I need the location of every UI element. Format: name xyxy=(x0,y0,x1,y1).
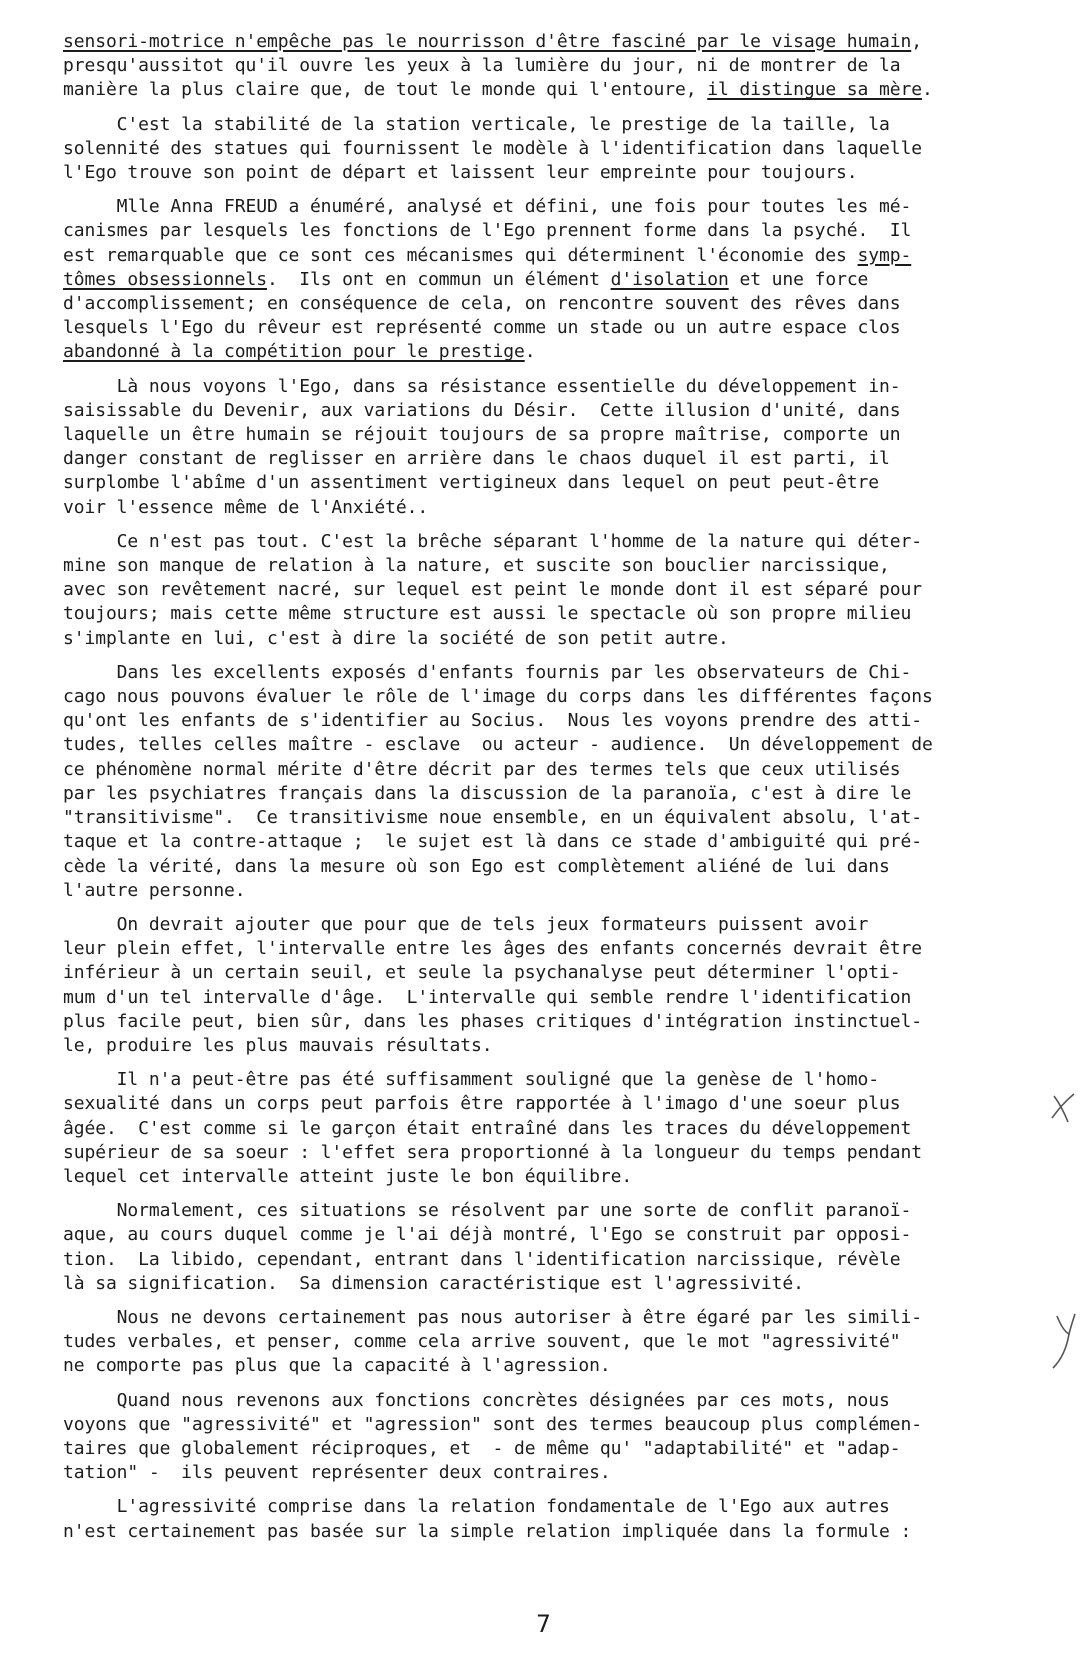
text-segment: n'est certainement pas basée sur la simple relation impliquée dans la formule : xyxy=(63,1520,912,1542)
text-line xyxy=(63,913,1053,937)
text-line xyxy=(63,602,1053,626)
text-segment: voyons que "agressivité" et "agression" sont des termes beaucoup plus complémen- xyxy=(63,1413,922,1435)
underlined-text: il distingue sa mère xyxy=(707,79,922,101)
text-line xyxy=(63,530,1053,554)
text-segment: Il n'a peut-être pas été suffisamment souligné que la genèse de l'homo- xyxy=(63,1069,880,1091)
text-segment: , xyxy=(911,31,922,52)
text-line xyxy=(63,758,1053,782)
paragraph xyxy=(63,375,1053,520)
text-segment: C'est la stabilité de la station verticale, le prestige de la taille, la xyxy=(63,113,890,135)
text-segment: Mlle Anna FREUD a énuméré, analysé et défini, une fois pour toutes les mé- xyxy=(63,196,912,218)
text-segment: toujours; mais cette même structure est aussi le spectacle où son propre milieu xyxy=(63,603,912,625)
text-line xyxy=(63,986,1053,1010)
text-segment: mum d'un tel intervalle d'âge. L'intervalle qui semble rendre l'identification xyxy=(63,986,912,1008)
paragraph xyxy=(63,1495,1053,1543)
text-line xyxy=(63,709,1053,733)
text-segment: l'Ego trouve son point de départ et laissent leur empreinte pour toujours. xyxy=(63,162,858,184)
text-line xyxy=(63,292,1053,316)
text-line xyxy=(63,54,1053,78)
text-segment: Normalement, ces situations se résolvent par une sorte de conflit paranoï- xyxy=(63,1200,912,1222)
text-segment: ce phénomène normal mérite d'être décrit par des termes tels que ceux utilisés xyxy=(63,758,901,780)
text-line xyxy=(63,685,1053,709)
text-line xyxy=(63,1330,1053,1354)
paragraph xyxy=(63,530,1053,651)
text-segment: lesquels l'Ego du rêveur est représenté comme un stade ou un autre espace clos xyxy=(63,317,901,339)
text-segment: mine son manque de relation à la nature, et suscite son bouclier narcissique, xyxy=(63,555,890,577)
text-segment: Là nous voyons l'Ego, dans sa résistance essentielle du développement in- xyxy=(63,375,901,397)
text-line xyxy=(63,1117,1053,1141)
text-segment: plus facile peut, bien sûr, dans les phases critiques d'intégration instinctuel- xyxy=(63,1010,922,1032)
text-line xyxy=(63,1068,1053,1092)
text-line xyxy=(63,806,1053,830)
text-segment: âgée. C'est comme si le garçon était entraîné dans les traces du développement xyxy=(63,1117,912,1139)
text-line xyxy=(63,447,1053,471)
paragraph xyxy=(63,195,1053,364)
text-segment: tion. La libido, cependant, entrant dans l'identification narcissique, révèle xyxy=(63,1248,901,1270)
text-line xyxy=(63,1141,1053,1165)
text-line xyxy=(63,1248,1053,1272)
text-segment: cède la vérité, dans la mesure où son Ego est complètement aliéné de lui dans xyxy=(63,855,890,877)
text-segment: danger constant de reglisser en arrière dans le chaos duquel il est parti, il xyxy=(63,448,890,470)
text-segment: s'implante en lui, c'est à dire la société de son petit autre. xyxy=(63,627,729,649)
text-line xyxy=(63,1389,1053,1413)
text-line xyxy=(63,340,1053,364)
text-line xyxy=(63,244,1053,268)
text-segment: solennité des statues qui fournissent le modèle à l'identification dans laquelle xyxy=(63,137,922,159)
text-segment: Quand nous revenons aux fonctions concrètes désignées par ces mots, nous xyxy=(63,1389,890,1411)
text-line xyxy=(63,219,1053,243)
text-line xyxy=(63,1034,1053,1058)
text-segment: Ce n'est pas tout. C'est la brêche séparant l'homme de la nature qui déter- xyxy=(63,530,922,552)
text-line xyxy=(63,1223,1053,1247)
text-line xyxy=(63,30,1053,54)
paragraph xyxy=(63,661,1053,903)
paragraph xyxy=(63,1068,1053,1189)
underlined-text: abandonné à la compétition pour le prestige xyxy=(63,341,525,363)
text-segment: voir l'essence même de l'Anxiété.. xyxy=(63,496,429,518)
underlined-text: d'isolation xyxy=(610,268,729,290)
text-segment: cago nous pouvons évaluer le rôle de l'image du corps dans les différentes façons xyxy=(63,686,933,708)
underlined-text: sensori-motrice n'empêche pas le nourrisson d'être fasciné par le visage humain xyxy=(63,31,912,52)
text-segment: laquelle un être humain se réjouit toujours de sa propre maîtrise, comporte un xyxy=(63,424,901,446)
margin-mark-icon xyxy=(1051,1312,1081,1379)
text-segment: presqu'aussitot qu'il ouvre les yeux à la lumière du jour, ni de montrer de la xyxy=(63,55,901,77)
body-text xyxy=(63,30,1053,1554)
text-segment: aque, au cours duquel comme je l'ai déjà montré, l'Ego se construit par opposi- xyxy=(63,1224,912,1246)
text-segment: Dans les excellents exposés d'enfants fournis par les observateurs de Chi- xyxy=(63,661,912,683)
paragraph xyxy=(63,113,1053,186)
text-line xyxy=(63,1199,1053,1223)
text-segment: qu'ont les enfants de s'identifier au Socius. Nous les voyons prendre des atti- xyxy=(63,710,922,732)
text-line xyxy=(63,1306,1053,1330)
text-segment: lequel cet intervalle atteint juste le bon équilibre. xyxy=(63,1165,633,1187)
text-segment: l'autre personne. xyxy=(63,879,246,901)
text-line xyxy=(63,1495,1053,1519)
text-segment: . xyxy=(524,341,536,363)
text-segment: et une force xyxy=(728,268,869,290)
underlined-text: symp- xyxy=(857,244,912,266)
text-line xyxy=(63,782,1053,806)
text-segment: surplombe l'abîme d'un assentiment vertigineux dans lequel on peut peut-être xyxy=(63,472,880,494)
text-segment: manière la plus claire que, de tout le monde qui l'entoure, xyxy=(63,79,708,101)
text-segment: est remarquable que ce sont ces mécanismes qui déterminent l'économie des xyxy=(63,244,858,266)
text-line xyxy=(63,1461,1053,1485)
text-segment: Nous ne devons certainement pas nous autoriser à être égaré par les simili- xyxy=(63,1306,922,1328)
text-line xyxy=(63,375,1053,399)
text-line xyxy=(63,661,1053,685)
text-line xyxy=(63,554,1053,578)
text-line xyxy=(63,423,1053,447)
text-segment: supérieur de sa soeur : l'effet sera proportionné à la longueur du temps pendant xyxy=(63,1141,922,1163)
text-line xyxy=(63,1092,1053,1116)
text-line xyxy=(63,471,1053,495)
text-line xyxy=(63,161,1053,185)
text-segment: leur plein effet, l'intervalle entre les âges des enfants concernés devrait être xyxy=(63,938,922,960)
paragraph xyxy=(63,1306,1053,1379)
text-line xyxy=(63,1165,1053,1189)
page-number: 7 xyxy=(536,1610,551,1638)
text-segment: . Ils ont en commun un élément xyxy=(267,268,611,290)
text-line xyxy=(63,1413,1053,1437)
text-line xyxy=(63,1437,1053,1461)
text-line xyxy=(63,399,1053,423)
text-segment: L'agressivité comprise dans la relation fondamentale de l'Ego aux autres xyxy=(63,1496,890,1518)
text-line xyxy=(63,78,1053,102)
text-segment: On devrait ajouter que pour que de tels jeux formateurs puissent avoir xyxy=(63,913,869,935)
text-line xyxy=(63,1010,1053,1034)
text-line xyxy=(63,879,1053,903)
text-segment: . xyxy=(921,79,933,101)
text-segment: tation" - ils peuvent représenter deux contraires. xyxy=(63,1462,611,1484)
text-segment: d'accomplissement; en conséquence de cela, on rencontre souvent des rêves dans xyxy=(63,293,901,315)
text-line xyxy=(63,578,1053,602)
text-line xyxy=(63,195,1053,219)
text-line xyxy=(63,830,1053,854)
text-line xyxy=(63,268,1053,292)
text-line xyxy=(63,1520,1053,1544)
text-line xyxy=(63,496,1053,520)
underlined-text: tômes obsessionnels xyxy=(63,268,268,290)
text-segment: saisissable du Devenir, aux variations du Désir. Cette illusion d'unité, dans xyxy=(63,399,901,421)
text-segment: ne comporte pas plus que la capacité à l'agression. xyxy=(63,1355,611,1377)
text-line xyxy=(63,113,1053,137)
text-segment: avec son revêtement nacré, sur lequel est peint le monde dont il est séparé pour xyxy=(63,579,922,601)
text-segment: "transitivisme". Ce transitivisme noue ensemble, en un équivalent absolu, l'at- xyxy=(63,807,922,829)
text-segment: inférieur à un certain seuil, et seule la psychanalyse peut déterminer l'opti- xyxy=(63,962,901,984)
margin-mark-icon xyxy=(1048,1088,1078,1135)
text-segment: tudes verbales, et penser, comme cela arrive souvent, que le mot "agressivité" xyxy=(63,1331,901,1353)
text-line xyxy=(63,316,1053,340)
text-line xyxy=(63,937,1053,961)
text-line xyxy=(63,627,1053,651)
text-segment: tudes, telles celles maître - esclave ou acteur - audience. Un développement de xyxy=(63,734,933,756)
text-line xyxy=(63,137,1053,161)
text-segment: sexualité dans un corps peut parfois être rapportée à l'imago d'une soeur plus xyxy=(63,1093,901,1115)
paragraph xyxy=(63,30,1053,103)
text-line xyxy=(63,961,1053,985)
text-segment: le, produire les plus mauvais résultats. xyxy=(63,1034,493,1056)
text-line xyxy=(63,1272,1053,1296)
text-segment: canismes par lesquels les fonctions de l'Ego prennent forme dans la psyché. Il xyxy=(63,220,912,242)
text-line xyxy=(63,733,1053,757)
paragraph xyxy=(63,1199,1053,1296)
text-segment: taque et la contre-attaque ; le sujet est là dans ce stade d'ambiguité qui pré- xyxy=(63,831,922,853)
paragraph xyxy=(63,913,1053,1058)
paragraph xyxy=(63,1389,1053,1486)
text-segment: par les psychiatres français dans la discussion de la paranoïa, c'est à dire le xyxy=(63,782,912,804)
text-line xyxy=(63,855,1053,879)
text-line xyxy=(63,1354,1053,1378)
text-segment: là sa signification. Sa dimension caractéristique est l'agressivité. xyxy=(63,1272,804,1294)
text-segment: taires que globalement réciproques, et - de même qu' "adaptabilité" et "adap- xyxy=(63,1437,901,1459)
